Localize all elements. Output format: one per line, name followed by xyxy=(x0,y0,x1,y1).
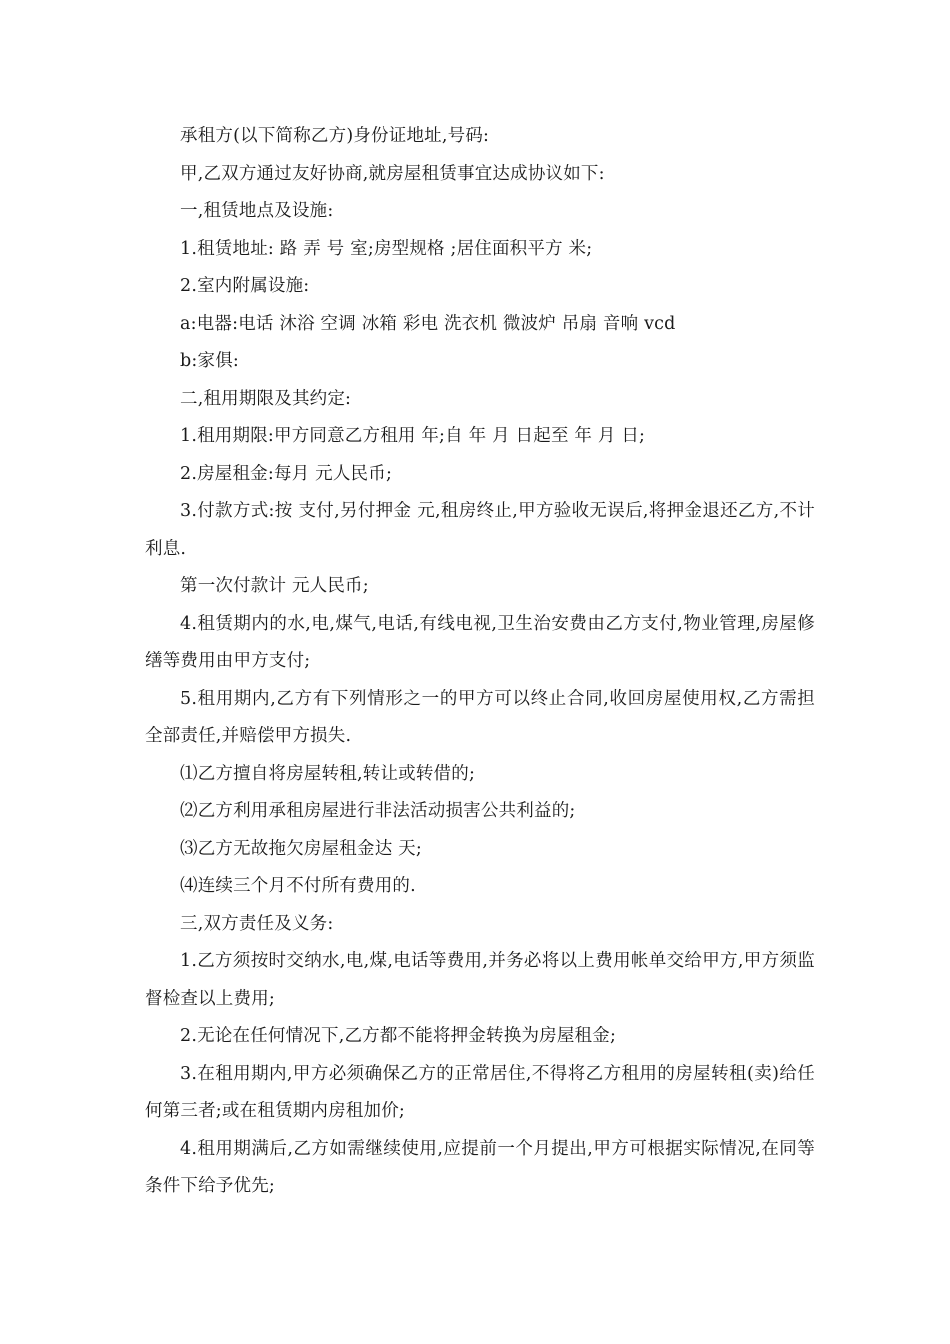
paragraph-agreement-intro: 甲,乙双方通过友好协商,就房屋租赁事宜达成协议如下: xyxy=(180,163,605,184)
clause-tenant-fees: 1.乙方须按时交纳水,电,煤,电话等费用,并务必将以上费用帐单交给甲方,甲方须监督检查以上费用; xyxy=(145,951,815,1009)
clause-appliances: a:电器:电话 沐浴 空调 冰箱 彩电 洗衣机 微波炉 吊扇 音响 vcd xyxy=(180,313,676,334)
clause-first-payment: 第一次付款计 元人民币; xyxy=(180,576,369,596)
termination-item-1: ⑴乙方擅自将房屋转租,转让或转借的; xyxy=(180,763,476,784)
clause-utility-fees: 4.租赁期内的水,电,煤气,电话,有线电视,卫生治安费由乙方支付,物业管理,房屋修缮等费用由甲方支付; xyxy=(145,613,815,671)
clause-facilities: 2.室内附属设施: xyxy=(180,276,310,296)
clause-rental-period: 1.租用期限:甲方同意乙方租用 年;自 年 月 日起至 年 月 日; xyxy=(180,426,646,446)
section-heading-responsibilities: 三,双方责任及义务: xyxy=(180,913,334,934)
termination-item-2: ⑵乙方利用承租房屋进行非法活动损害公共利益的; xyxy=(180,801,576,821)
section-heading-location: 一,租赁地点及设施: xyxy=(180,201,334,221)
clause-deposit-rule: 2.无论在任何情况下,乙方都不能将押金转换为房屋租金; xyxy=(180,1026,617,1046)
clause-landlord-guarantee: 3.在租用期内,甲方必须确保乙方的正常居住,不得将乙方租用的房屋转租(卖)给任何第三者;或在租赁期内房租加价; xyxy=(145,1063,815,1121)
clause-renewal: 4.租用期满后,乙方如需继续使用,应提前一个月提出,甲方可根据实际情况,在同等条件下给予优先; xyxy=(145,1138,815,1196)
termination-item-4: ⑷连续三个月不付所有费用的. xyxy=(180,876,416,896)
section-heading-term: 二,租用期限及其约定: xyxy=(180,388,352,409)
clause-furniture: b:家俱: xyxy=(180,351,239,371)
clause-termination: 5.租用期内,乙方有下列情形之一的甲方可以终止合同,收回房屋使用权,乙方需担全部责任,并赔偿甲方损失. xyxy=(145,688,815,746)
clause-rental-address: 1.租赁地址: 路 弄 号 室;房型规格 ;居住面积平方 米; xyxy=(180,238,593,259)
clause-rent-amount: 2.房屋租金:每月 元人民币; xyxy=(180,463,393,484)
termination-item-3: ⑶乙方无故拖欠房屋租金达 天; xyxy=(180,838,422,859)
paragraph-tenant-id: 承租方(以下简称乙方)身份证地址,号码: xyxy=(180,126,490,146)
clause-payment-method: 3.付款方式:按 支付,另付押金 元,租房终止,甲方验收无误后,将押金退还乙方,不计利息. xyxy=(145,501,815,559)
document-body xyxy=(145,118,815,1206)
